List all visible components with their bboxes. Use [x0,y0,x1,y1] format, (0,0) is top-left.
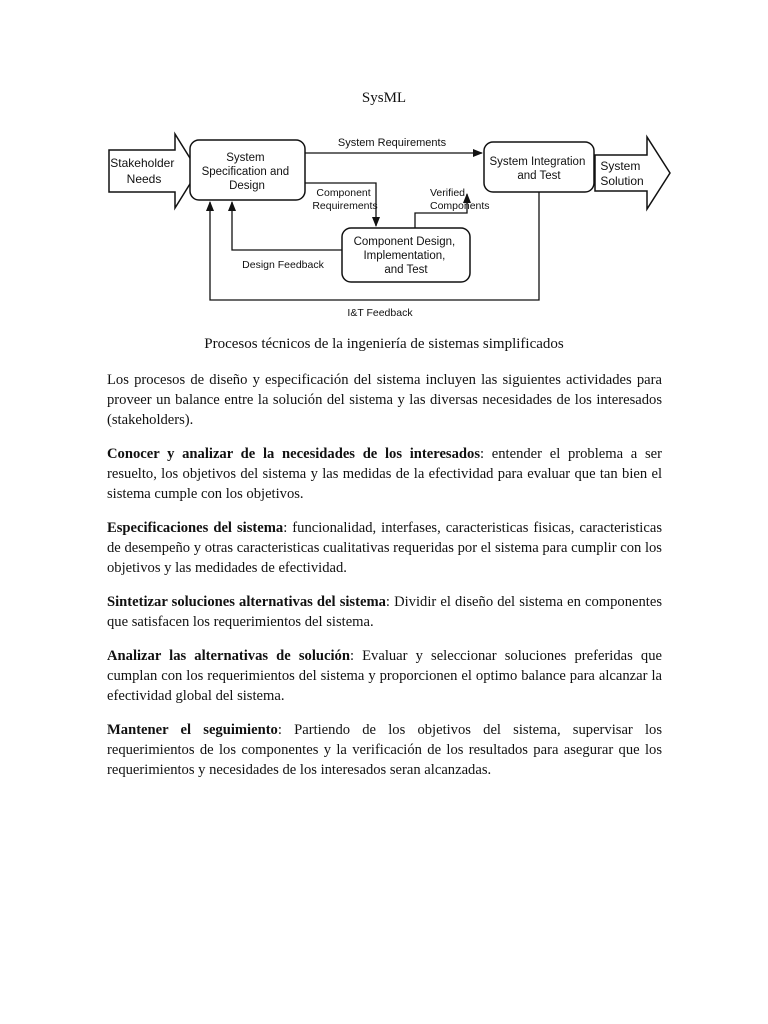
verified-components-line-1: Verified [430,187,466,199]
stakeholder-needs-line-2: Needs [126,172,162,186]
paragraph-specifications [107,518,662,578]
system-requirements-label: System Requirements [337,137,447,149]
paragraph-tracking [107,720,662,780]
process-diagram [100,128,680,324]
term-specifications: Especificaciones del sistema [107,520,284,536]
text-tracking: : Partiendo de los objetivos del sistema, supervisar los requerimientos de los componentes y la verificación de los resultados para asegurar que los requerimientos y necesidades de los interesados seran alcanzadas. [107,722,663,778]
term-tracking: Mantener el seguimiento [107,722,278,738]
process-diagram-svg [100,128,680,324]
stakeholder-needs-arrow [109,134,198,208]
paragraph-analyze [107,646,662,706]
design-feedback-label: Design Feedback [242,259,324,271]
paragraph-synthesize [107,592,662,632]
system-spec-line-2: Specification and [201,166,290,178]
figure-caption: Procesos técnicos de la ingeniería de sistemas simplificados [204,336,564,352]
term-needs: Conocer y analizar de la necesidades de los interesados [107,446,481,462]
term-synthesize: Sintetizar soluciones alternativas del sistema [107,594,386,610]
intro-paragraph: Los procesos de diseño y especificación del sistema incluyen las siguientes actividades para proveer un balance entre la solución del sistema y las diversas necesidades de los interesados (stakeholders). [107,372,662,428]
component-design-line-1: Component Design, [353,236,456,248]
system-integration-line-2: and Test [517,170,561,182]
paragraph-needs [107,444,662,504]
text-needs: : entender el problema a ser resuelto, los objetivos del sistema y las medidas de la efectividad para evaluar que tan bien el sistema cumple con los objetivos. [107,446,662,502]
system-spec-line-3: Design [229,180,265,192]
component-design-line-2: Implementation, [363,250,446,262]
system-solution-line-2: Solution [600,174,644,188]
term-analyze: Analizar las alternativas de solución [107,648,350,664]
svg-text:Component Requirements [312,187,377,212]
component-requirements-line-1: Component [316,187,371,199]
it-feedback-label: I&T Feedback [347,307,413,319]
document-title: SysML [361,90,407,106]
svg-text:System Solution [600,159,643,188]
verified-components-line-2: Components [430,200,490,212]
system-integration-line-1: System Integration [489,156,586,168]
system-spec-line-1: System [226,152,265,164]
stakeholder-needs-line-1: Stakeholder [110,156,175,170]
system-solution-line-1: System [600,159,641,173]
text-analyze: : Evaluar y seleccionar soluciones preferidas que cumplan con los requerimientos del sistema y proporcionen el optimo balance para alcanzar la efectividad global del sistema. [107,648,662,704]
component-requirements-line-2: Requirements [312,200,378,212]
svg-text:Verified Components [430,187,490,212]
body-text [107,370,662,794]
component-design-line-3: and Test [384,264,428,276]
text-synthesize: : Dividir el diseño del sistema en componentes que satisfacen los requerimientos del sistema. [107,594,663,630]
system-solution-arrow [595,137,670,209]
text-specifications: : funcionalidad, interfases, caracteristicas fisicas, caracteristicas de desempeño y otras caracteristicas cualitativas requeridas por el sistema para cumplir con los objetivos y las medidades de efectividad. [107,520,662,576]
